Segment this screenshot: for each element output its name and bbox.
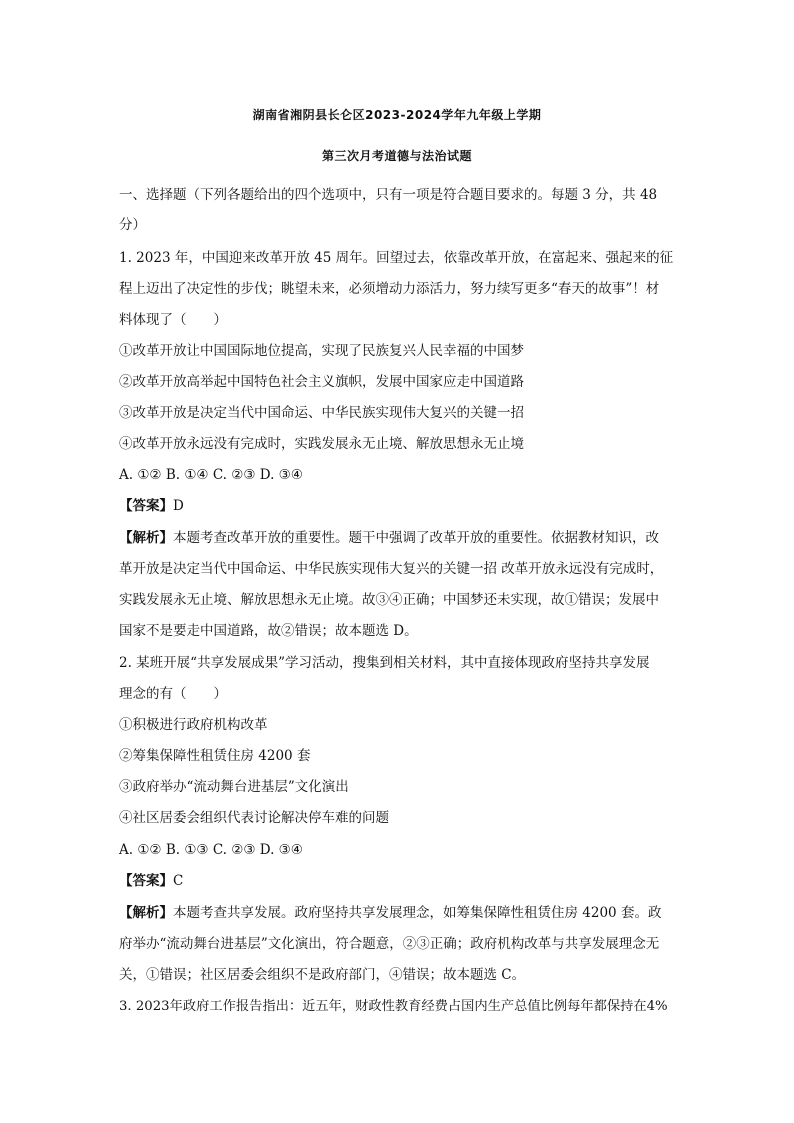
answer-label: 【答案】: [119, 498, 173, 514]
analysis-text: 本题考查共享发展。政府坚持共享发展理念，如筹集保障性租赁住房 4200 套。政: [173, 905, 662, 921]
q1-stem-cont: 程上迈出了决定性的步伐；眺望未来，必须增动力添活力，努力续写更多“春天的故事”！材: [119, 281, 660, 297]
q2-option-4: ④社区居委会组织代表讨论解决停车难的问题: [119, 810, 389, 826]
section-header-cont: 分）: [119, 217, 146, 233]
q2-option-1: ①积极进行政府机构改革: [119, 717, 268, 733]
q1-option-4: ④改革开放永远没有完成时，实践发展永无止境、解放思想永无止境: [119, 436, 524, 452]
q2-analysis-cont: 关，①错误；社区居委会组织不是政府部门，④错误；故本题选 C。: [119, 967, 526, 983]
analysis-label: 【解析】: [119, 905, 173, 921]
q3-stem: 3. 2023年政府工作报告指出：近五年，财政性教育经费占国内生产总值比例每年都保持在4%: [119, 999, 668, 1014]
answer-value: D: [173, 498, 184, 514]
q1-stem-cont: 料体现了（ ）: [119, 312, 227, 328]
document-title-line-1: 湖南省湘阴县长仑区2023-2024学年九年级上学期: [252, 108, 542, 122]
q1-option-2: ②改革开放高举起中国特色社会主义旗帜，发展中国家应走中国道路: [119, 374, 524, 390]
q1-stem: 1. 2023 年，中国迎来改革开放 45 周年。回望过去，依靠改革开放，在富起来、强起来的征: [119, 250, 674, 266]
analysis-text: 本题考查改革开放的重要性。题干中强调了改革开放的重要性。依据教材知识，改: [173, 530, 659, 546]
analysis-label: 【解析】: [119, 530, 173, 546]
q2-option-3: ③政府举办“流动舞台进基层”文化演出: [119, 779, 349, 795]
q2-stem: 2. 某班开展“共享发展成果”学习活动，搜集到相关材料，其中直接体现政府坚持共享发展: [119, 655, 650, 671]
q1-analysis-cont: 实践发展永无止境、解放思想永无止境。故③④正确；中国梦还未实现，故①错误；发展中: [119, 592, 659, 608]
answer-value: C: [173, 873, 184, 889]
q1-option-1: ①改革开放让中国国际地位提高，实现了民族复兴人民幸福的中国梦: [119, 343, 524, 359]
q2-option-2: ②筹集保障性租赁住房 4200 套: [119, 748, 311, 764]
document-title-line-2: 第三次月考道德与法治试题: [321, 149, 472, 163]
answer-label: 【答案】: [119, 873, 173, 889]
q2-analysis-cont: 府举办“流动舞台进基层”文化演出，符合题意，②③正确；政府机构改革与共享发展理念无: [119, 936, 660, 952]
q1-choices: A. ①② B. ①④ C. ②③ D. ③④: [119, 467, 303, 483]
section-header: 一、选择题（下列各题给出的四个选项中，只有一项是符合题目要求的。每题 3 分，共 48: [119, 187, 658, 203]
q1-analysis-cont: 革开放是决定当代中国命运、中华民族实现伟大复兴的关键一招 改革开放永远没有完成时，: [119, 561, 664, 577]
q1-analysis: [119, 529, 659, 547]
q2-stem-cont: 理念的有（ ）: [119, 686, 227, 702]
q1-option-3: ③改革开放是决定当代中国命运、中华民族实现伟大复兴的关键一招: [119, 405, 524, 421]
q1-answer: [119, 497, 184, 515]
q2-answer: [119, 872, 183, 890]
q2-choices: A. ①② B. ①③ C. ②③ D. ③④: [119, 842, 303, 858]
q2-analysis: [119, 904, 661, 922]
q1-analysis-cont: 国家不是要走中国道路，故②错误；故本题选 D。: [119, 623, 418, 639]
